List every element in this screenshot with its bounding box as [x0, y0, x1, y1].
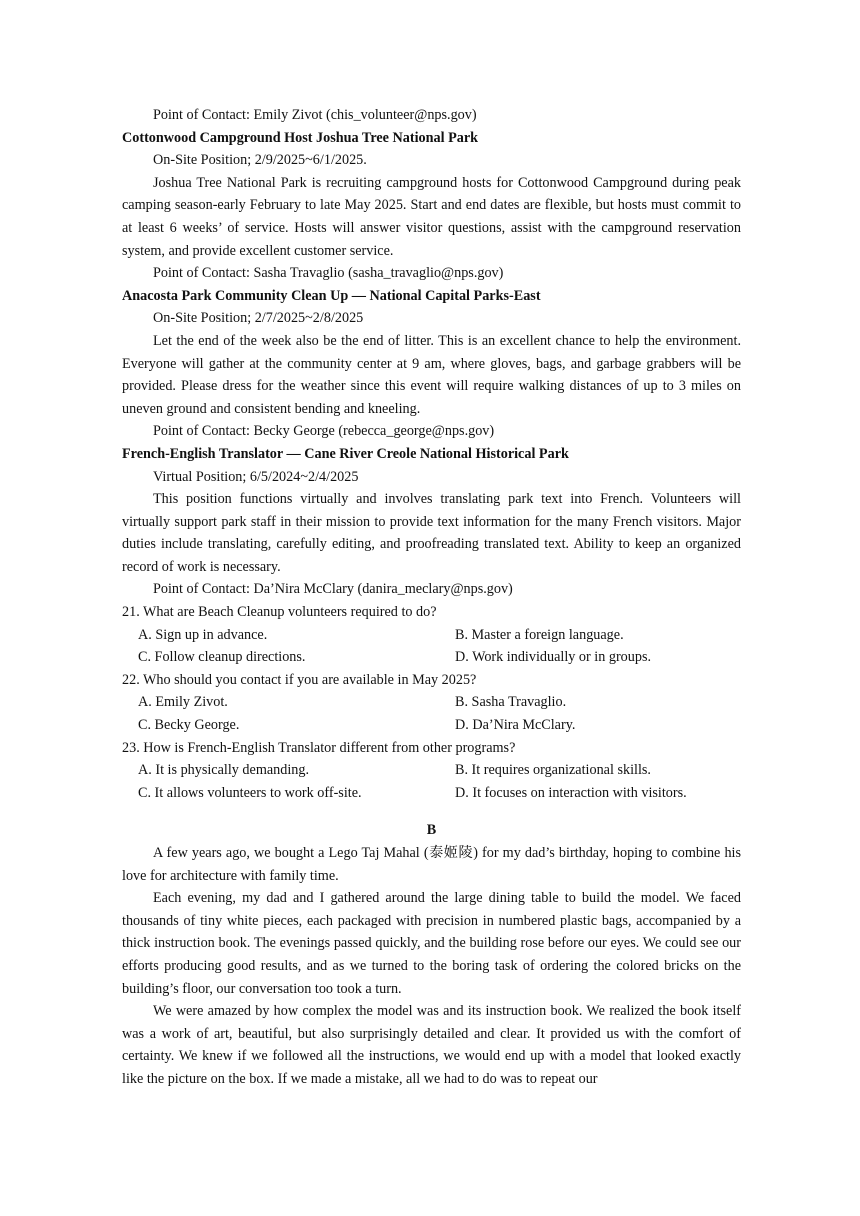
- question-stem: 21. What are Beach Cleanup volunteers required to do?: [122, 604, 437, 621]
- options-row: [122, 782, 741, 805]
- job-title: Anacosta Park Community Clean Up — National Capital Parks-East: [122, 287, 541, 304]
- contact-line: Point of Contact: Da’Nira McClary (danira_meclary@nps.gov): [153, 581, 513, 598]
- question-stem: 22. Who should you contact if you are available in May 2025?: [122, 671, 477, 688]
- job-description: Joshua Tree National Park is recruiting campground hosts for Cottonwood Campground during peak camping season-early February to late May 2025. Start and end dates are flexible, but hosts must commit to at least 6 weeks’ of service. Hosts will answer visitor questions, assist with the campground reservation system, and provide excellent customer service.: [122, 174, 741, 259]
- document-page: [122, 104, 741, 1091]
- story-paragraph: We were amazed by how complex the model was and its instruction book. We realized the book itself was a work of art, beautiful, but also surprisingly detailed and clear. It provided us with the comfort of certainty. We knew if we followed all the instructions, we would end up with a model that looked exactly like the picture on the box. If we made a mistake, all we had to do was to repeat our: [122, 1003, 741, 1087]
- option-a: A. Emily Zivot.: [138, 694, 228, 711]
- option-b: B. It requires organizational skills.: [455, 762, 651, 779]
- section-heading: B: [426, 822, 437, 839]
- job-title: Cottonwood Campground Host Joshua Tree National Park: [122, 129, 479, 146]
- option-b: B. Master a foreign language.: [455, 626, 624, 643]
- option-d: D. Da’Nira McClary.: [455, 717, 576, 734]
- contact-line: Point of Contact: Emily Zivot (chis_volunteer@nps.gov): [153, 107, 477, 123]
- story-paragraph: A few years ago, we bought a Lego Taj Mahal (泰姬陵) for my dad’s birthday, hoping to combine his love for architecture with family time.: [122, 845, 741, 884]
- story-paragraph: Each evening, my dad and I gathered around the large dining table to build the model. We faced thousands of tiny white pieces, each packaged with precision in numbered plastic bags, accompanied by a thick instruction book. The evenings passed quickly, and the building rose before our eyes. We could see our efforts producing good results, and as we turned to the boring task of ordering the colored bricks on the building’s floor, our conversation too took a turn.: [122, 890, 741, 997]
- job-position: Virtual Position; 6/5/2024~2/4/2025: [153, 468, 359, 485]
- options-row: [122, 714, 741, 737]
- option-a: A. Sign up in advance.: [138, 626, 268, 643]
- job-position: On-Site Position; 2/7/2025~2/8/2025: [153, 310, 364, 327]
- option-d: D. Work individually or in groups.: [455, 649, 652, 666]
- job-description: Let the end of the week also be the end of litter. This is an excellent chance to help the environment. Everyone will gather at the community center at 9 am, where gloves, bags, and garbage grabbers will be provided. Please dress for the weather since this event will require walking distances of up to 3 miles on uneven ground and consistent bending and kneeling.: [122, 332, 741, 417]
- job-position: On-Site Position; 2/9/2025~6/1/2025.: [153, 152, 367, 169]
- question-stem: 23. How is French-English Translator different from other programs?: [122, 739, 516, 756]
- options-row: [122, 759, 741, 782]
- option-c: C. Follow cleanup directions.: [138, 649, 306, 666]
- option-b: B. Sasha Travaglio.: [455, 694, 567, 711]
- option-c: C. It allows volunteers to work off-site.: [138, 784, 362, 801]
- option-d: D. It focuses on interaction with visitors.: [455, 784, 687, 801]
- option-c: C. Becky George.: [138, 717, 240, 734]
- options-row: [122, 646, 741, 669]
- job-title: French-English Translator — Cane River Creole National Historical Park: [122, 445, 569, 462]
- job-description: This position functions virtually and involves translating park text into French. Volunteers will virtually support park staff in their mission to provide text information for the many French visitors. Major duties include translating, carefully editing, and proofreading translated text. Ability to keep an organized record of work is necessary.: [122, 491, 741, 575]
- option-a: A. It is physically demanding.: [138, 762, 310, 779]
- contact-line: Point of Contact: Sasha Travaglio (sasha_travaglio@nps.gov): [153, 265, 504, 282]
- contact-line: Point of Contact: Becky George (rebecca_george@nps.gov): [153, 423, 495, 440]
- options-row: [122, 691, 741, 714]
- options-row: [122, 624, 741, 647]
